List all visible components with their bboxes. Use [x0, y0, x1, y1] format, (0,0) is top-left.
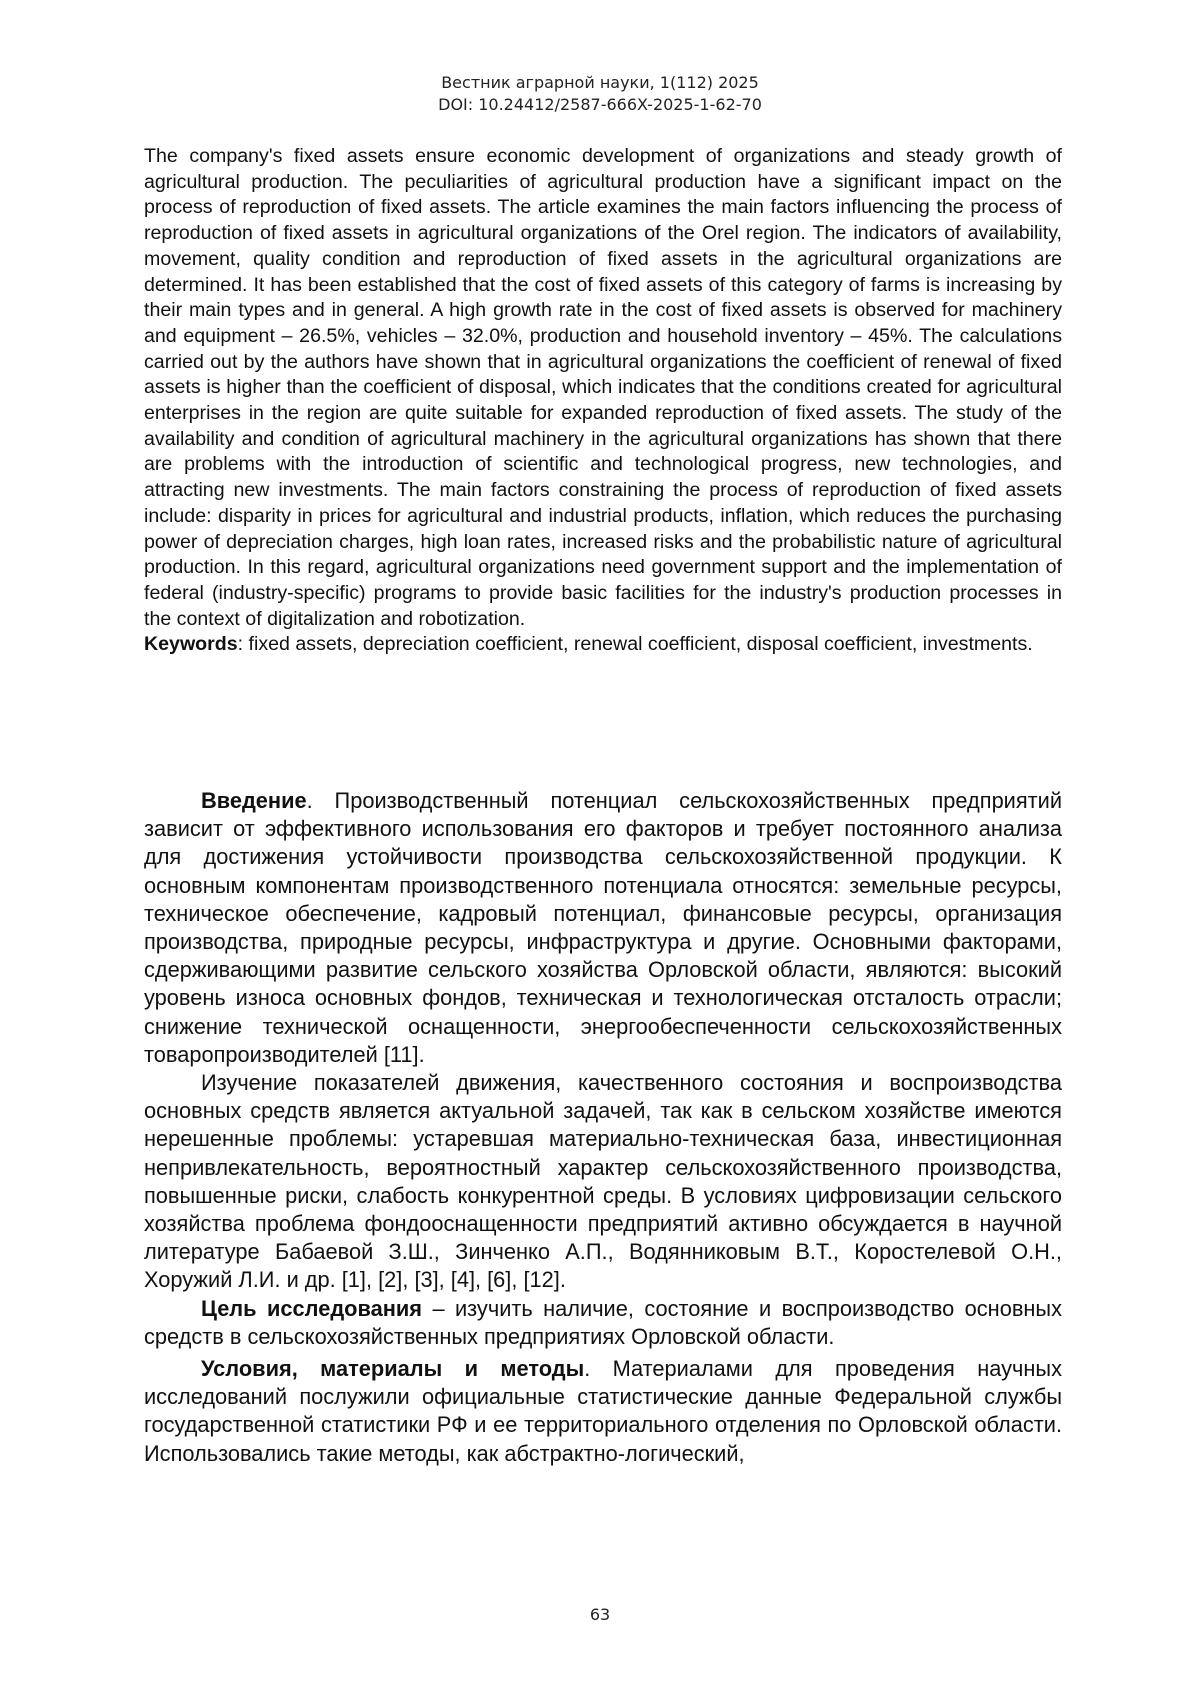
journal-title: Вестник аграрной науки, 1(112) 2025 — [441, 73, 759, 92]
methods-paragraph — [144, 1355, 1062, 1468]
keywords-text: : fixed assets, depreciation coefficient, renewal coefficient, disposal coefficient, investments. — [237, 633, 1033, 656]
paragraph-2: Изучение показателей движения, качественного состояния и воспроизводства основных средств является актуальной задачей, так как в сельском хозяйстве имеются нерешенные проблемы: устаревшая материально-техническая база, инвестиционная непривлекательность, вероятностный характер сельскохозяйственного производства, повышенные риски, слабость конкурентной среды. В условиях цифровизации сельского хозяйства проблема фондооснащенности предприятий активно обсуждается в научной литературе Бабаевой З.Ш., Зинченко А.П., Водянниковым В.Т., Коростелевой О.Н., Хоружий Л.И. и др. [1], [2], [3], [4], [6], [12]. — [144, 1070, 1062, 1293]
goal-heading: Цель исследования — [201, 1295, 422, 1321]
intro-text: . Производственный потенциал сельскохозяйственных предприятий зависит от эффективного использования его факторов и требует постоянного анализа для достижения устойчивости производства сельскохозяйственной продукции. К основным компонентам производственного потенциала относятся: земельные ресурсы, техническое обеспечение, кадровый потенциал, финансовые ресурсы, организация производства, природные ресурсы, инфраструктура и другие. Основными факторами, сдерживающими развитие сельского хозяйства Орловской области, являются: высокий уровень износа основных фондов, техническая и технологическая отсталость отрасли; снижение технической оснащенности, энергообеспеченности сельскохозяйственных товаропроизводителей [11]. — [144, 788, 1062, 1067]
goal-paragraph — [144, 1295, 1062, 1351]
running-header — [0, 72, 1200, 116]
intro-paragraph — [144, 787, 1062, 1069]
page-number: 63 — [589, 1605, 611, 1624]
doi-line: DOI: 10.24412/2587-666X-2025-1-62-70 — [438, 95, 762, 114]
keywords-line — [144, 632, 1062, 658]
methods-text: . Материалами для проведения научных исследований послужили официальные статистические данные Федеральной службы государственной статистики РФ и ее территориального отделения по Орловской области. Использовались такие методы, как абстрактно-логический, — [144, 1356, 1062, 1466]
goal-text: – изучить наличие, состояние и воспроизводство основных средств в сельскохозяйственных предприятиях Орловской области. — [144, 1295, 1063, 1349]
abstract-section — [144, 144, 1062, 658]
keywords-label: Keywords — [144, 633, 238, 656]
methods-heading: Условия, материалы и методы — [201, 1356, 585, 1382]
abstract-text: The company's fixed assets ensure economic development of organizations and steady growth of agricultural production. The peculiarities of agricultural production have a significant impact on the process of reproduction of fixed assets. The article examines the main factors influencing the process of reproduction of fixed assets in agricultural organizations of the Orel region. The indicators of availability, movement, quality condition and reproduction of fixed assets in the agricultural organizations are determined. It has been established that the cost of fixed assets of this category of farms is increasing by their main types and in general. A high growth rate in the cost of fixed assets is observed for machinery and equipment – 26.5%, vehicles – 32.0%, production and household inventory – 45%. The calculations carried out by the authors have shown that in agricultural organizations the coefficient of renewal of fixed assets is higher than the coefficient of disposal, which indicates that the conditions created for agricultural enterprises in the region are quite suitable for expanded reproduction of fixed assets. The study of the availability and condition of agricultural machinery in the agricultural organizations has shown that there are problems with the introduction of scientific and technological progress, new technologies, and attracting new investments. The main factors constraining the process of reproduction of fixed assets include: disparity in prices for agricultural and industrial products, inflation, which reduces the purchasing power of depreciation charges, high loan rates, increased risks and the probabilistic nature of agricultural production. In this regard, agricultural organizations need government support and the implementation of federal (industry-specific) programs to provide basic facilities for the industry's production processes in the context of digitalization and robotization. — [144, 145, 1062, 630]
intro-heading: Введение — [201, 788, 307, 813]
article-body — [144, 787, 1062, 1468]
